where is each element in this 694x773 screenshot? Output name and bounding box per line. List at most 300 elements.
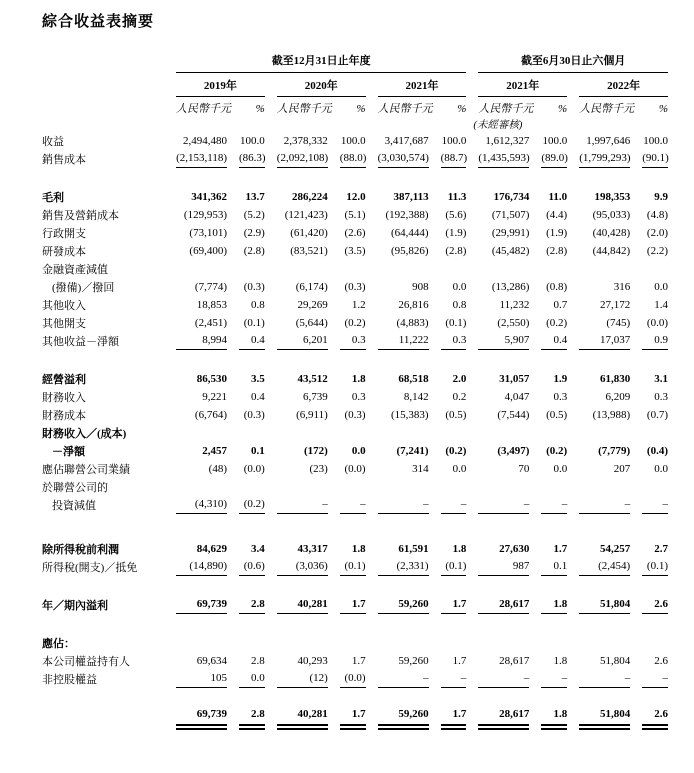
value-cell (265, 596, 328, 614)
cell-text: (0.3) (344, 409, 366, 421)
value-cell (164, 370, 227, 388)
value-cell (466, 540, 529, 558)
page-title: 綜合收益表摘要 (42, 12, 155, 30)
cell-text: (129,953) (183, 209, 227, 221)
cell-text: (29,991) (491, 227, 530, 239)
value-cell (366, 406, 429, 424)
percent-cell (328, 558, 366, 576)
cell-text: 1.7 (553, 543, 568, 555)
cell-text: (6,764) (194, 409, 227, 421)
value-cell (265, 242, 328, 260)
cell-text: (86.3) (239, 152, 265, 168)
value-cell (567, 278, 630, 296)
value-cell (164, 188, 227, 206)
corner-cell (42, 117, 164, 132)
table-row (42, 708, 668, 730)
period-group-header (164, 55, 466, 73)
cell-text: – (579, 672, 630, 688)
cell-text: – (642, 672, 668, 688)
cell-text: 43,512 (297, 373, 328, 385)
empty-cell (164, 260, 668, 278)
value-cell (164, 670, 227, 688)
value-cell (567, 540, 630, 558)
cell-text: 2,494,480 (183, 135, 227, 147)
row-label: －淨額 (52, 446, 85, 458)
value-cell (466, 442, 529, 460)
value-cell (466, 278, 529, 296)
value-cell (164, 596, 227, 614)
spacer-cell (42, 688, 668, 708)
cell-text: (0.3) (243, 281, 265, 293)
cell-text: 0.8 (452, 299, 467, 311)
cell-text: 0.4 (239, 334, 265, 350)
cell-text: (0.5) (546, 409, 568, 421)
percent-cell (630, 708, 668, 730)
percent-cell (630, 370, 668, 388)
cell-text: 40,293 (297, 655, 328, 667)
spacer-cell (42, 514, 668, 540)
cell-text: 6,201 (277, 334, 328, 350)
percent-cell (429, 150, 467, 168)
cell-text: 51,804 (599, 655, 631, 667)
percent-cell (630, 206, 668, 224)
percent-cell (328, 388, 366, 406)
cell-text: (13,286) (491, 281, 530, 293)
row-label: 非控股權益 (42, 674, 97, 686)
table-row (42, 332, 668, 350)
cell-text: (2,153,118) (176, 152, 227, 168)
cell-text: – (340, 498, 366, 514)
year-label: 2021年 (478, 80, 567, 97)
percent-cell (227, 388, 265, 406)
cell-text: 1,997,646 (586, 135, 631, 147)
value-cell (265, 278, 328, 296)
percent-cell (227, 460, 265, 478)
value-cell (265, 652, 328, 670)
cell-text: 59,260 (378, 708, 429, 730)
cell-text: 0.0 (553, 463, 568, 475)
cell-text: (4,883) (396, 317, 429, 329)
cell-text: (83,521) (290, 245, 328, 257)
value-cell (366, 188, 429, 206)
percent-cell (429, 496, 467, 514)
value-cell (164, 150, 227, 168)
cell-text: 27,630 (499, 543, 530, 555)
value-cell (164, 388, 227, 406)
row-label: (撥備)／撥回 (52, 282, 115, 294)
value-cell (466, 314, 529, 332)
percent-label: % (457, 103, 467, 115)
value-cell (265, 388, 328, 406)
cell-text: (13,988) (592, 409, 631, 421)
cell-text: 105 (176, 672, 227, 688)
cell-text: 1.8 (351, 373, 366, 385)
value-cell (164, 496, 227, 514)
percent-cell (429, 406, 467, 424)
percent-cell (328, 708, 366, 730)
spacer-cell (42, 576, 668, 596)
percent-cell (630, 278, 668, 296)
cell-text: – (378, 672, 429, 688)
percent-cell (328, 652, 366, 670)
cell-text: 0.9 (642, 334, 668, 350)
percent-cell (227, 406, 265, 424)
cell-text: (6,911) (296, 409, 328, 421)
spacer-cell (42, 614, 668, 634)
cell-text: (0.4) (646, 445, 668, 457)
cell-text: 100.0 (340, 135, 366, 147)
value-cell (164, 278, 227, 296)
value-cell (366, 242, 429, 260)
cell-text: (69,400) (189, 245, 227, 257)
value-cell (164, 540, 227, 558)
cell-text: (0.2) (445, 445, 467, 457)
cell-text: 341,362 (191, 191, 227, 203)
cell-text: (5.6) (445, 209, 467, 221)
cell-text: (4,310) (176, 498, 227, 514)
value-cell (265, 206, 328, 224)
unaudited-note: (未經審核) (473, 119, 523, 131)
row-label: 其他收益－淨額 (42, 336, 119, 348)
percent-cell (227, 150, 265, 168)
value-cell (164, 224, 227, 242)
value-cell (567, 332, 630, 350)
cell-text: (14,890) (176, 560, 227, 576)
table-header (42, 55, 668, 132)
value-cell (466, 670, 529, 688)
cell-text: 11.3 (447, 191, 467, 203)
percent-cell (429, 206, 467, 224)
cell-text: 43,317 (297, 543, 328, 555)
cell-text: (0.7) (646, 409, 668, 421)
year-label: 2021年 (378, 80, 467, 97)
year-label: 2022年 (579, 80, 668, 97)
cell-text: 0.0 (654, 463, 668, 475)
cell-text: (73,101) (189, 227, 227, 239)
value-cell (265, 708, 328, 730)
cell-text: 0.2 (452, 391, 467, 403)
cell-text: 8,994 (176, 334, 227, 350)
empty-cell (630, 117, 668, 132)
percent-cell (227, 596, 265, 614)
cell-text: 0.3 (441, 334, 467, 350)
cell-text: (45,482) (491, 245, 530, 257)
spacer-cell (42, 350, 668, 370)
year-header (164, 73, 265, 97)
cell-text: 69,739 (176, 598, 227, 614)
cell-text: (2.8) (445, 245, 467, 257)
table-row (42, 634, 668, 652)
cell-text: – (541, 672, 567, 688)
percent-cell (328, 406, 366, 424)
percent-cell (328, 370, 366, 388)
cell-text: 207 (613, 463, 631, 475)
cell-text: (0.0) (646, 317, 668, 329)
percent-cell (630, 442, 668, 460)
percent-cell (328, 150, 366, 168)
value-cell (466, 188, 529, 206)
table-row (42, 188, 668, 206)
cell-text: 314 (412, 463, 429, 475)
value-cell (265, 540, 328, 558)
spacer-row (42, 168, 668, 188)
cell-text: 0.3 (340, 334, 366, 350)
table-row (42, 206, 668, 224)
cell-text: 100.0 (643, 135, 668, 147)
percent-label: % (658, 103, 668, 115)
empty-cell (164, 424, 668, 442)
percent-cell (429, 278, 467, 296)
row-label: 行政開支 (42, 228, 86, 240)
value-cell (466, 406, 529, 424)
cell-text: (4.4) (546, 209, 568, 221)
cell-text: 69,739 (176, 708, 227, 730)
percent-cell (328, 132, 366, 150)
cell-text: 908 (412, 281, 429, 293)
cell-text: (2.6) (344, 227, 366, 239)
cell-text: 100.0 (542, 135, 568, 147)
cell-text: 0.8 (251, 299, 265, 311)
value-cell (366, 206, 429, 224)
percent-cell (227, 370, 265, 388)
cell-text: 84,629 (196, 543, 227, 555)
value-cell (567, 206, 630, 224)
unit-label: 人民幣千元 (377, 103, 433, 115)
cell-text: (23) (309, 463, 328, 475)
cell-text: 316 (613, 281, 631, 293)
table-row (42, 558, 668, 576)
value-cell (567, 370, 630, 388)
cell-text: (7,779) (598, 445, 631, 457)
cell-text: 11,232 (499, 299, 530, 311)
cell-text: 2.6 (654, 655, 668, 667)
cell-text: (7,544) (497, 409, 530, 421)
table-row (42, 150, 668, 168)
cell-text: (3,497) (497, 445, 530, 457)
value-cell (164, 406, 227, 424)
percent-cell (328, 540, 366, 558)
percent-cell (529, 670, 567, 688)
cell-text: 11.0 (548, 191, 568, 203)
cell-text: (0.0) (344, 463, 366, 475)
cell-text: 1.9 (553, 373, 568, 385)
cell-text: 28,617 (478, 598, 529, 614)
table-row (42, 406, 668, 424)
empty-cell (164, 478, 668, 496)
period-group-header (466, 55, 668, 73)
cell-text: 0.3 (351, 391, 366, 403)
value-cell (265, 370, 328, 388)
cell-text: (2,331) (378, 560, 429, 576)
cell-text: (88.7) (441, 152, 467, 168)
value-cell (567, 652, 630, 670)
value-cell (567, 150, 630, 168)
percent-cell (529, 406, 567, 424)
unit-label: 人民幣千元 (478, 103, 534, 115)
percent-cell (529, 296, 567, 314)
percent-cell (529, 558, 567, 576)
percent-cell (328, 224, 366, 242)
value-cell (567, 242, 630, 260)
cell-text: 29,269 (297, 299, 328, 311)
value-cell (164, 558, 227, 576)
percent-cell (529, 224, 567, 242)
percent-cell (227, 278, 265, 296)
percent-cell (630, 670, 668, 688)
percent-cell (227, 670, 265, 688)
cell-text: 1.7 (351, 655, 366, 667)
percent-cell (429, 652, 467, 670)
percent-cell (529, 388, 567, 406)
table-row (42, 460, 668, 478)
percent-cell (630, 406, 668, 424)
cell-text: 0.0 (351, 445, 366, 457)
cell-text: 11,222 (378, 334, 429, 350)
value-cell (265, 296, 328, 314)
value-cell (466, 558, 529, 576)
cell-text: 61,591 (398, 543, 429, 555)
table-row (42, 242, 668, 260)
cell-text: 1.7 (340, 598, 366, 614)
table-row (42, 442, 668, 460)
value-cell (366, 558, 429, 576)
cell-text: 61,830 (599, 373, 631, 385)
value-cell (366, 332, 429, 350)
cell-text: 0.0 (239, 672, 265, 688)
income-statement-table (42, 55, 668, 730)
cell-text: 1,612,327 (485, 135, 530, 147)
value-cell (265, 442, 328, 460)
percent-cell (227, 188, 265, 206)
cell-text: 2.8 (251, 655, 265, 667)
cell-text: (0.8) (546, 281, 568, 293)
value-cell (366, 708, 429, 730)
spacer-row (42, 576, 668, 596)
cell-text: (2,092,108) (277, 152, 328, 168)
cell-text: – (579, 498, 630, 514)
percent-cell (630, 314, 668, 332)
value-cell (265, 314, 328, 332)
cell-text: 2.8 (239, 708, 265, 730)
value-cell (366, 540, 429, 558)
value-cell (567, 442, 630, 460)
percent-cell (529, 132, 567, 150)
cell-text: 987 (478, 560, 529, 576)
percent-cell (429, 388, 467, 406)
value-cell (567, 496, 630, 514)
cell-text: 2.6 (642, 708, 668, 730)
table-row (42, 540, 668, 558)
value-cell (366, 132, 429, 150)
table-row (42, 596, 668, 614)
row-label: 應佔聯營公司業績 (42, 464, 130, 476)
cell-text: 0.7 (553, 299, 568, 311)
value-cell (466, 150, 529, 168)
table-row (42, 652, 668, 670)
value-cell (366, 460, 429, 478)
cell-text: 59,260 (378, 598, 429, 614)
value-cell (265, 558, 328, 576)
cell-text: 1.8 (351, 543, 366, 555)
year-label: 2020年 (277, 80, 366, 97)
cell-text: (2.0) (646, 227, 668, 239)
cell-text: 54,257 (599, 543, 631, 555)
cell-text: (2.2) (646, 245, 668, 257)
value-cell (265, 460, 328, 478)
cell-text: (0.1) (441, 560, 467, 576)
cell-text: (61,420) (290, 227, 328, 239)
row-label: 研發成本 (42, 246, 86, 258)
percent-cell (529, 242, 567, 260)
cell-text: (2,550) (497, 317, 530, 329)
cell-text: (2.9) (243, 227, 265, 239)
cell-text: 1.8 (541, 598, 567, 614)
cell-text: (4.8) (646, 209, 668, 221)
cell-text: (90.1) (642, 152, 668, 168)
cell-text: (2.8) (546, 245, 568, 257)
cell-text: 0.0 (452, 281, 467, 293)
value-cell (466, 652, 529, 670)
empty-cell (429, 117, 467, 132)
table-row (42, 132, 668, 150)
cell-text: 4,047 (504, 391, 530, 403)
cell-text: 0.3 (553, 391, 568, 403)
cell-text: 2,457 (202, 445, 227, 457)
cell-text: 59,260 (398, 655, 429, 667)
value-cell (466, 708, 529, 730)
value-cell (265, 496, 328, 514)
cell-text: (0.2) (546, 317, 568, 329)
cell-text: 5,907 (478, 334, 529, 350)
value-cell (265, 150, 328, 168)
cell-text: (5,644) (295, 317, 328, 329)
value-cell (164, 460, 227, 478)
cell-text: (95,033) (592, 209, 631, 221)
cell-text: – (642, 498, 668, 514)
cell-text: 0.3 (654, 391, 668, 403)
cell-text: 1.7 (441, 708, 467, 730)
percent-cell (227, 652, 265, 670)
percent-cell (630, 388, 668, 406)
row-label: 其他開支 (42, 318, 86, 330)
percent-cell (328, 596, 366, 614)
percent-cell (529, 442, 567, 460)
value-cell (265, 224, 328, 242)
row-label: 經營溢利 (42, 374, 86, 386)
percent-cell (529, 206, 567, 224)
row-label: 應佔： (42, 638, 75, 650)
value-cell (366, 224, 429, 242)
cell-text: (3,036) (277, 560, 328, 576)
table-row (42, 670, 668, 688)
value-cell (366, 652, 429, 670)
cell-text: 0.1 (251, 445, 265, 457)
corner-cell (42, 97, 164, 117)
cell-text: (121,423) (284, 209, 328, 221)
empty-cell (164, 634, 668, 652)
percent-cell (429, 132, 467, 150)
percent-cell (630, 332, 668, 350)
row-label: 財務成本 (42, 410, 86, 422)
percent-cell (328, 206, 366, 224)
unit-label: 人民幣千元 (176, 103, 231, 115)
percent-cell (328, 296, 366, 314)
year-header (466, 73, 567, 97)
cell-text: 70 (518, 463, 530, 475)
cell-text: (95,826) (391, 245, 429, 257)
row-label: 年／期內溢利 (42, 600, 108, 612)
cell-text: 286,224 (292, 191, 328, 203)
